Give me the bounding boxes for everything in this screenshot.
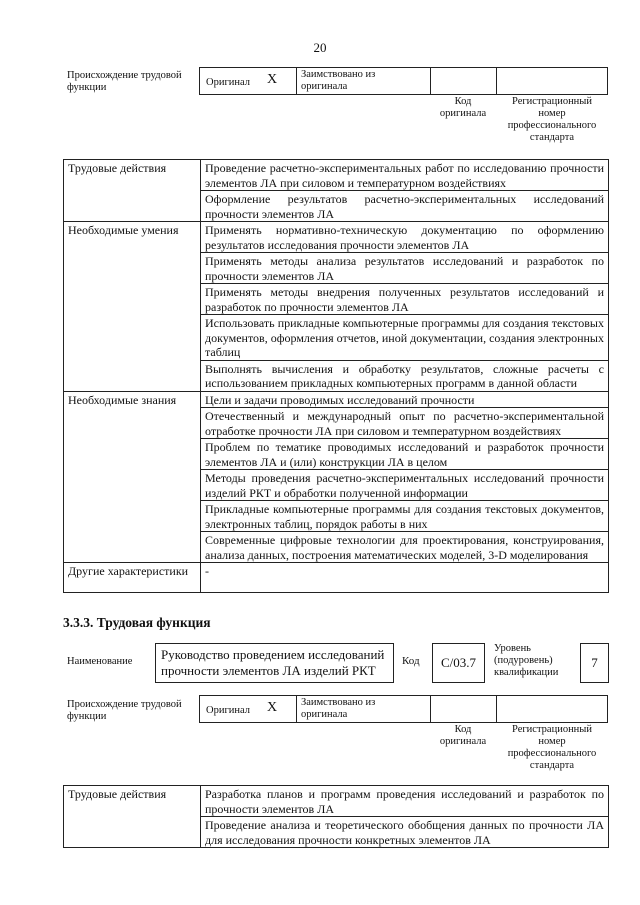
code-label: Код — [402, 655, 420, 667]
level-value: 7 — [580, 643, 609, 683]
skill-item: Применять методы анализа результатов исследований и разработок по прочности элементов ЛА — [201, 253, 609, 284]
action-item: Проведение анализа и теоретического обобщения данных по прочности ЛА для исследования прочности конкретных элементов ЛА — [201, 817, 609, 848]
borrowed-label: Заимствовано из оригинала — [301, 697, 376, 720]
page-number: 20 — [313, 40, 327, 55]
knowledge-item: Цели и задачи проводимых исследований прочности — [201, 391, 609, 408]
label-actions: Трудовые действия — [64, 160, 201, 222]
original-label: Оригинал — [206, 77, 250, 88]
skill-item: Применять нормативно-техническую документацию по оформлению результатов исследования прочности элементов ЛА — [201, 222, 609, 253]
skill-item: Выполнять вычисления и обработку результатов, сложные расчеты с использованием прикладных компьютерных программ в данной области — [201, 360, 609, 391]
knowledge-item: Отечественный и международный опыт по расчетно-экспериментальной отработке прочности ЛА при силовом и температурном воздействиях — [201, 408, 609, 439]
other-item: - — [201, 563, 609, 593]
label-knowledge: Необходимые знания — [64, 391, 201, 563]
original-mark: X — [267, 700, 278, 715]
labor-function-table-1 — [63, 159, 609, 593]
original-label: Оригинал — [206, 705, 250, 716]
label-other: Другие характеристики — [64, 563, 201, 593]
knowledge-item: Современные цифровые технологии для проектирования, конструирования, анализа данных, построения математических моделей, 3-D моделирования — [201, 532, 609, 563]
skill-item: Применять методы внедрения полученных результатов исследований и разработок по прочности элементов ЛА — [201, 284, 609, 315]
knowledge-item: Прикладные компьютерные программы для создания текстовых документов, электронных таблиц, порядок работы в них — [201, 501, 609, 532]
code-value: C/03.7 — [432, 643, 485, 683]
code-caption: Код оригинала — [439, 724, 487, 747]
reg-caption: Регистрационный номер профессионального стандарта — [507, 724, 597, 771]
label-actions: Трудовые действия — [64, 786, 201, 848]
name-value: Руководство проведением исследований прочности элементов ЛА изделий РКТ — [155, 643, 394, 683]
action-item: Оформление результатов расчетно-экспериментальных исследований прочности элементов ЛА — [201, 191, 609, 222]
knowledge-item: Проблем по тематике проводимых исследований и разработок прочности элементов ЛА и (или) конструкции ЛА в целом — [201, 439, 609, 470]
original-mark: X — [267, 72, 278, 87]
level-label: Уровень (подуровень) квалификации — [494, 643, 559, 678]
knowledge-item: Методы проведения расчетно-экспериментальных исследований прочности изделий РКТ и обработки полученной информации — [201, 470, 609, 501]
reg-caption: Регистрационный номер профессионального стандарта — [507, 96, 597, 143]
origin-table — [199, 695, 608, 723]
name-label: Наименование — [67, 656, 133, 667]
skill-item: Использовать прикладные компьютерные программы для создания текстовых документов, оформления отчетов, иной документации, создания электронных таблиц — [201, 315, 609, 361]
action-item: Разработка планов и программ проведения исследований и разработок по прочности элементов ЛА — [201, 786, 609, 817]
action-item: Проведение расчетно-экспериментальных работ по исследованию прочности элементов ЛА при силовом и температурном воздействиях — [201, 160, 609, 191]
origin-table — [199, 67, 608, 95]
labor-function-table-2 — [63, 785, 609, 848]
section-heading: 3.3.3. Трудовая функция — [63, 615, 211, 630]
code-caption: Код оригинала — [439, 96, 487, 119]
origin-label: Происхождение трудовой функции — [67, 699, 182, 722]
borrowed-label: Заимствовано из оригинала — [301, 69, 376, 92]
label-skills: Необходимые умения — [64, 222, 201, 392]
origin-label: Происхождение трудовой функции — [67, 70, 182, 93]
